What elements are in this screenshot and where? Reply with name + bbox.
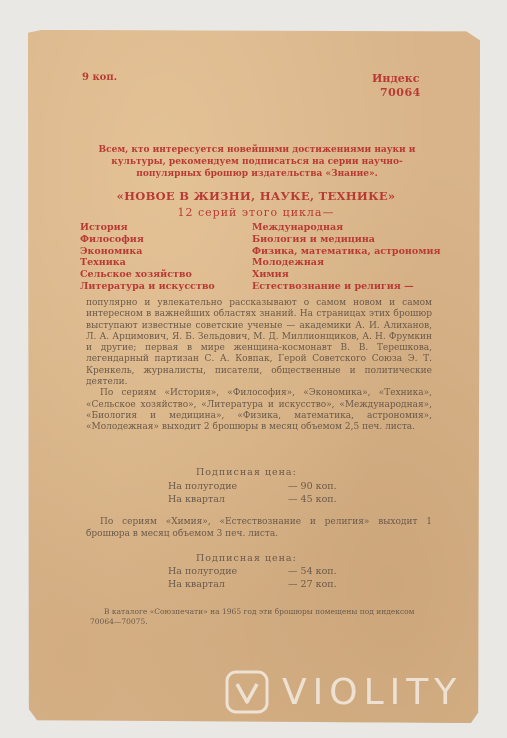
series-item: Биология и медицина <box>252 233 375 245</box>
violity-logo-icon <box>224 669 270 715</box>
body-paragraph-1: популярно и увлекательно рассказывают о самом новом и самом интересном в важнейших областях знаний. На страницах этих брошюр выступают известные советские ученые — академики А. И. Алиханов, Л. А. Арцимович, Я. Б. Зельдович, М. Д. Миллионщиков, А. Н. Фрумкин и другие; первая в мире женщина-космонавт В. В. Терешкова, легендарный партизан С. А. Ковпак, Герой Советского Союза Э. Т. Кренкель, журналисты, писатели, общественные и политические деятели. <box>86 298 432 388</box>
subscription-term: На полугодие <box>168 481 238 492</box>
subscription-price: — 45 коп. <box>288 494 337 505</box>
series-item: Сельское хозяйство <box>80 269 192 281</box>
subscription-term: На квартал <box>168 494 225 505</box>
subscription-price: — 27 коп. <box>288 579 337 590</box>
subscription-title-2: Подписная цена: <box>196 553 297 564</box>
violity-watermark <box>224 667 462 717</box>
series-headline: «НОВОЕ В ЖИЗНИ, НАУКЕ, ТЕХНИКЕ» <box>116 189 396 203</box>
body-text <box>86 298 432 434</box>
series-item: Молодежная <box>252 257 324 269</box>
series-item: Философия <box>80 233 144 245</box>
catalog-note: В каталоге «Союзпечати» на 1965 год эти брошюры помещены под индексом 70064—70075. <box>90 607 415 626</box>
price-label: 9 коп. <box>82 72 118 83</box>
series-item: Физика, математика, астрономия <box>252 245 441 257</box>
series-subhead: 12 серий этого цикла— <box>177 206 335 219</box>
body-paragraph-2: По сериям «История», «Философия», «Экономика», «Техника», «Сельское хозяйство», «Литература и искусство», «Международная», «Биология и медицина», «Физика, математика, астрономия», «Молодежная» выходит 2 брошюры в месяц объемом 2,5 печ. листа. <box>86 388 432 433</box>
series-item: Техника <box>80 257 126 269</box>
series-item: Литература и искусство <box>80 280 215 292</box>
index-label: Индекс <box>372 72 420 85</box>
index-number: 70064 <box>380 86 421 99</box>
series-list-left <box>80 222 215 293</box>
series-item: Экономика <box>80 245 143 257</box>
series-item: Международная <box>252 222 344 233</box>
chemistry-series-text: По сериям «Химия», «Естествознание и религия» выходит 1 брошюра в месяц объемом 3 печ. листа. <box>86 517 432 539</box>
watermark-text: VIOLITY <box>282 671 463 713</box>
subscription-term: На полугодие <box>168 566 238 577</box>
subscription-term: На квартал <box>168 579 225 590</box>
series-item: Естествознание и религия — <box>252 280 414 292</box>
intro-text: Всем, кто интересуется новейшими достижениями науки и культуры, рекомендуем подписаться на серии научно-популярных брошюр издательства «Знание». <box>98 145 416 179</box>
series-item: История <box>80 222 128 233</box>
series-list-right <box>252 222 441 293</box>
subscription-price: — 90 коп. <box>288 481 337 492</box>
subscription-title-1: Подписная цена: <box>196 467 297 478</box>
subscription-price: — 54 коп. <box>288 566 337 577</box>
series-item: Химия <box>252 269 289 281</box>
